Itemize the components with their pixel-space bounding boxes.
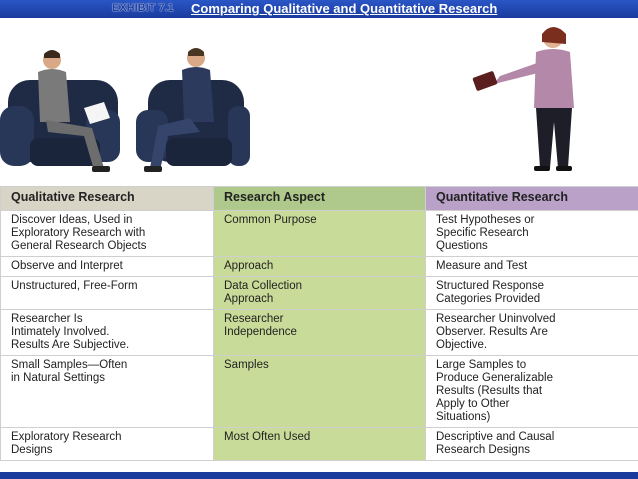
cell-aspect: Most Often Used: [214, 428, 426, 461]
cell-aspect: Common Purpose: [214, 211, 426, 257]
page-title: Comparing Qualitative and Quantitative Research: [191, 1, 498, 16]
cell-aspect: Approach: [214, 257, 426, 277]
cell-qualitative: Discover Ideas, Used in Exploratory Research with General Research Objects: [1, 211, 214, 257]
table-row: [1, 356, 638, 428]
table-row: [1, 211, 638, 257]
cell-quantitative: Measure and Test: [426, 257, 638, 277]
cell-quantitative: Large Samples to Produce Generalizable Results (Results that Apply to Other Situations): [426, 356, 638, 428]
exhibit-label: EXHIBIT 7.1: [112, 2, 174, 14]
comparison-table: [0, 186, 638, 461]
cell-qualitative: Small Samples—Often in Natural Settings: [1, 356, 214, 428]
table-row: [1, 257, 638, 277]
table-row: [1, 428, 638, 461]
cell-quantitative: Structured Response Categories Provided: [426, 277, 638, 310]
cell-qualitative: Unstructured, Free-Form: [1, 277, 214, 310]
cell-quantitative: Descriptive and Causal Research Designs: [426, 428, 638, 461]
footer-bar: [0, 472, 638, 479]
cell-quantitative: Test Hypotheses or Specific Research Questions: [426, 211, 638, 257]
cell-quantitative: Researcher Uninvolved Observer. Results Are Objective.: [426, 310, 638, 356]
header-quantitative: Quantitative Research: [426, 187, 638, 211]
table-row: [1, 310, 638, 356]
cell-qualitative: Exploratory Research Designs: [1, 428, 214, 461]
presenter-figure: [472, 27, 574, 171]
header-research-aspect: Research Aspect: [214, 187, 426, 211]
table-row: [1, 277, 638, 310]
cell-aspect: Data Collection Approach: [214, 277, 426, 310]
cell-aspect: Samples: [214, 356, 426, 428]
header-qualitative: Qualitative Research: [1, 187, 214, 211]
cell-qualitative: Observe and Interpret: [1, 257, 214, 277]
interview-illustration: [0, 18, 638, 186]
cell-qualitative: Researcher Is Intimately Involved. Results Are Subjective.: [1, 310, 214, 356]
cell-aspect: Researcher Independence: [214, 310, 426, 356]
